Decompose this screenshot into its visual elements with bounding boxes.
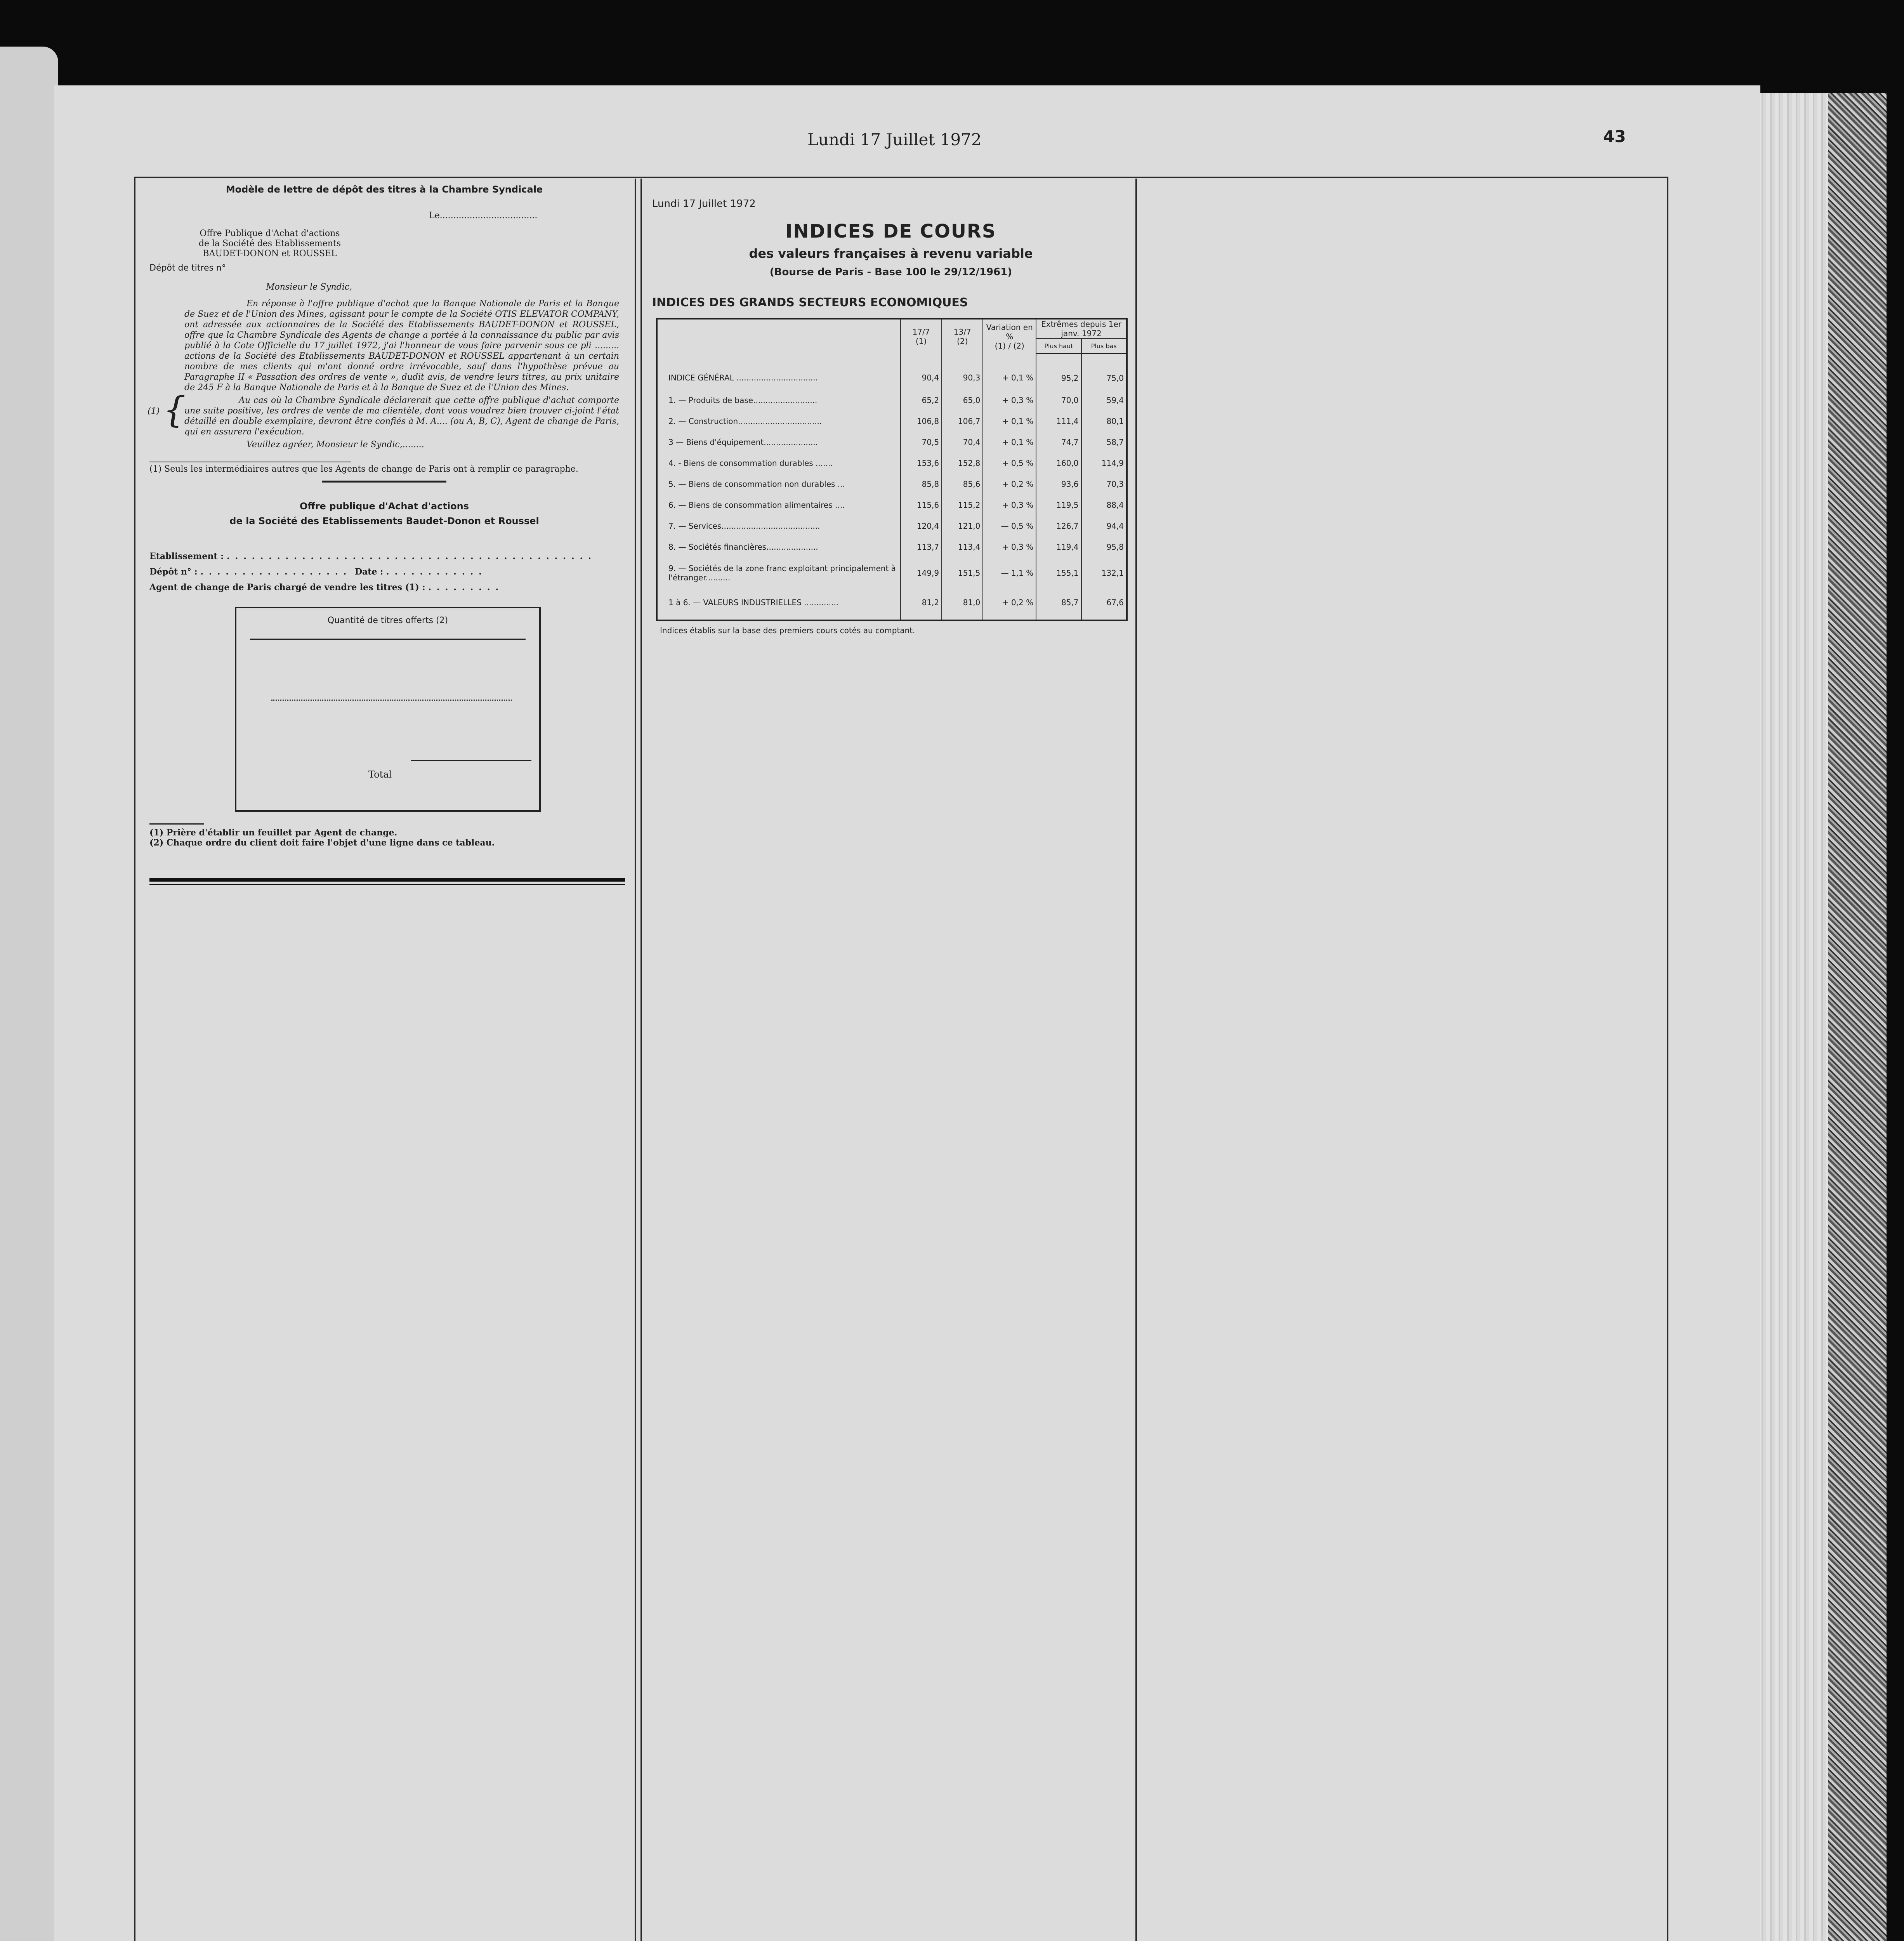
- row-label: INDICE GÉNÉRAL .................................: [668, 373, 818, 383]
- section-heading: INDICES DES GRANDS SECTEURS ECONOMIQUES: [652, 296, 968, 309]
- page-number: 43: [1603, 127, 1626, 146]
- plus-haut-value: 119,4: [1036, 536, 1081, 557]
- plus-bas-value: 59,4: [1081, 390, 1127, 411]
- closing-heavy-rule: [149, 878, 625, 882]
- footnote: (1) Seuls les intermédiaires autres que les Agents de change de Paris ont à remplir ce paragraphe.: [149, 464, 578, 474]
- offre-line: BAUDET-DONON et ROUSSEL: [203, 249, 337, 259]
- plus-haut-value: 95,2: [1036, 354, 1081, 390]
- letter-body: En réponse à l'offre publique d'achat que la Banque Nationale de Paris et la Banque de Suez et de l'Union des Mines, agissant pour le compte de la Société OTIS ELEVATOR COMPANY, ont adressée aux actionnaires de la Société des Etablissements BAUDET-DONON et ROUSSEL, offre que la Chambre Syndicale des Agents de change a portée à la connaissance du public par avis publié à la Cote Officielle du 17 juillet 1972, j'ai l'honneur de vous faire parvenir sous ce pli ......... actions de la Société des Etablissements BAUDET-DONON et ROUSSEL appartenant à un certain nombre de mes clients qui m'ont donné ordre irrévocable, sauf dans l'hypothèse prévue au Paragraphe II « Passation des ordres de vente », dudit avis, de vendre leurs titres, au prix unitaire de 245 F à la Banque Nationale de Paris et à la Banque de Suez et de l'Union des Mines.: [184, 299, 619, 392]
- depot-label: Dépôt n° :: [149, 567, 198, 577]
- note-marker: (1): [148, 406, 160, 416]
- previous-page-edge: [0, 47, 58, 1941]
- plus-haut-value: 126,7: [1036, 516, 1081, 536]
- agent-label: Agent de change de Paris chargé de vendre les titres (1) :: [149, 582, 425, 592]
- footnote-rule: [149, 823, 204, 825]
- value-13-7: 70,4: [942, 432, 983, 453]
- page-header: [54, 127, 1760, 165]
- plus-haut-value: 111,4: [1036, 411, 1081, 432]
- form-title-line: Offre publique d'Achat d'actions: [299, 501, 469, 512]
- table-row: [657, 453, 1127, 474]
- table-row: [657, 516, 1127, 536]
- plus-haut-value: 85,7: [1036, 589, 1081, 620]
- form-footnote: (2) Chaque ordre du client doit faire l'objet d'une ligne dans ce tableau.: [149, 838, 495, 848]
- plus-bas-value: 132,1: [1081, 557, 1127, 589]
- value-17-7: 90,4: [901, 354, 942, 390]
- table-row: [657, 432, 1127, 453]
- plus-bas-header: Plus bas: [1081, 339, 1127, 354]
- dot-leader: ............: [386, 567, 487, 577]
- variation-value: + 0,1 %: [983, 354, 1036, 390]
- value-13-7: 121,0: [942, 516, 983, 536]
- label-header: [657, 319, 901, 354]
- plus-bas-value: 114,9: [1081, 453, 1127, 474]
- quantity-box-title: Quantité de titres offerts (2): [327, 616, 448, 625]
- value-13-7: 106,7: [942, 411, 983, 432]
- row-label: 3 — Biens d'équipement......................: [668, 438, 818, 447]
- conditional-text: Au cas où la Chambre Syndicale déclarerait que cette offre publique d'achat comporte une suite positive, les ordres de vente de ma clientèle, dont vous voudrez bien trouver ci-joint l'état détaillé en double exemplaire, devront être confiés à M. A.... (ou A, B, C), Agent de change de Paris, qui en assurera l'exécution.: [184, 396, 619, 437]
- col-date: 17/7: [912, 327, 930, 337]
- value-13-7: 113,4: [942, 536, 983, 557]
- value-13-7: 85,6: [942, 474, 983, 495]
- form-footnote: (1) Prière d'établir un feuillet par Agent de change.: [149, 828, 397, 838]
- row-label: 2. — Construction..................................: [668, 417, 822, 426]
- offre-line: de la Société des Etablissements: [198, 239, 341, 248]
- value-17-7: 70,5: [901, 432, 942, 453]
- column-rule-right: [1135, 179, 1137, 1941]
- row-label: 7. — Services........................................: [668, 521, 820, 531]
- value-17-7: 120,4: [901, 516, 942, 536]
- table-row: [657, 474, 1127, 495]
- variation-value: — 0,5 %: [983, 516, 1036, 536]
- form-etablissement-line: [149, 549, 619, 564]
- row-label: 1 à 6. — VALEURS INDUSTRIELLES ..............: [668, 598, 839, 607]
- dot-leader: .........: [428, 582, 504, 592]
- row-label: 5. — Biens de consommation non durables ...: [668, 479, 845, 489]
- value-13-7: 115,2: [942, 495, 983, 516]
- plus-bas-value: 80,1: [1081, 411, 1127, 432]
- section-divider: [322, 481, 446, 483]
- variation-value: + 0,2 %: [983, 589, 1036, 620]
- variation-value: + 0,3 %: [983, 495, 1036, 516]
- row-label: 1. — Produits de base..........................: [668, 396, 817, 405]
- value-17-7: 153,6: [901, 453, 942, 474]
- dateline: Lundi 17 Juillet 1972: [652, 198, 756, 210]
- plus-haut-value: 160,0: [1036, 453, 1081, 474]
- brace-glyph: {: [163, 389, 186, 431]
- total-rule: [411, 760, 531, 761]
- table-note: Indices établis sur la base des premiers cours cotés au comptant.: [660, 626, 915, 635]
- plus-haut-value: 70,0: [1036, 390, 1081, 411]
- value-13-7: 65,0: [942, 390, 983, 411]
- column-rule-left: [635, 179, 636, 1941]
- plus-haut-value: 93,6: [1036, 474, 1081, 495]
- offre-reference: [184, 229, 355, 259]
- form-depot-line: [149, 564, 619, 580]
- col-note: (2): [957, 336, 968, 346]
- col-note: (1): [915, 336, 927, 346]
- total-label: Total: [368, 769, 392, 780]
- journal-page: [54, 85, 1760, 1941]
- indices-column: [652, 198, 1130, 635]
- variation-header: [983, 319, 1036, 354]
- indices-base-note: (Bourse de Paris - Base 100 le 29/12/1961): [769, 266, 1012, 278]
- variation-value: + 0,1 %: [983, 432, 1036, 453]
- letter-column: [149, 184, 619, 885]
- variation-value: + 0,2 %: [983, 474, 1036, 495]
- plus-bas-value: 75,0: [1081, 354, 1127, 390]
- plus-bas-value: 95,8: [1081, 536, 1127, 557]
- form-title: [149, 499, 619, 528]
- plus-haut-header: Plus haut: [1036, 339, 1081, 354]
- row-label: 9. — Sociétés de la zone franc exploitant principalement à l'étranger..........: [668, 564, 896, 582]
- value-13-7: 151,5: [942, 557, 983, 589]
- quantity-box-rule: [250, 639, 526, 640]
- form-agent-line: [149, 580, 619, 595]
- plus-bas-value: 67,6: [1081, 589, 1127, 620]
- plus-haut-value: 74,7: [1036, 432, 1081, 453]
- extremes-header: Extrêmes depuis 1er janv. 1972: [1036, 319, 1127, 339]
- indices-subtitle: des valeurs françaises à revenu variable: [749, 246, 1033, 261]
- value-17-7: 65,2: [901, 390, 942, 411]
- place-date-line: Le....................................: [429, 211, 538, 220]
- salutation: Monsieur le Syndic,: [266, 282, 352, 292]
- letter-title: Modèle de lettre de dépôt des titres à la Chambre Syndicale: [226, 184, 543, 195]
- value-13-7: 90,3: [942, 354, 983, 390]
- plus-bas-value: 70,3: [1081, 474, 1127, 495]
- running-title: Lundi 17 Juillet 1972: [807, 130, 982, 149]
- quantity-table-box: [235, 607, 541, 812]
- plus-bas-value: 88,4: [1081, 495, 1127, 516]
- col-date: 13/7: [953, 327, 971, 337]
- indices-title: INDICES DE COURS: [785, 220, 996, 242]
- value-17-7: 106,8: [901, 411, 942, 432]
- value-13-7: 81,0: [942, 589, 983, 620]
- marbled-edge: [1828, 93, 1887, 1941]
- offre-line: Offre Publique d'Achat d'actions: [200, 229, 340, 238]
- table-row: [657, 536, 1127, 557]
- variation-value: + 0,5 %: [983, 453, 1036, 474]
- column-rule-left-double: [640, 179, 642, 1941]
- value-17-7: 113,7: [901, 536, 942, 557]
- table-row: [657, 411, 1127, 432]
- table-row: [657, 557, 1127, 589]
- depot-number-line: Dépôt de titres n°: [149, 263, 226, 273]
- value-17-7: 81,2: [901, 589, 942, 620]
- plus-bas-value: 94,4: [1081, 516, 1127, 536]
- dot-leader: ..................: [200, 567, 352, 577]
- conditional-paragraph: [148, 389, 619, 437]
- table-row: [657, 354, 1127, 390]
- value-13-7: 152,8: [942, 453, 983, 474]
- table-row: [657, 589, 1127, 620]
- closing-thin-rule: [149, 884, 625, 885]
- row-label: 6. — Biens de consommation alimentaires ....: [668, 500, 845, 510]
- plus-haut-value: 119,5: [1036, 495, 1081, 516]
- variation-value: + 0,3 %: [983, 390, 1036, 411]
- variation-value: + 0,3 %: [983, 536, 1036, 557]
- value-17-7: 149,9: [901, 557, 942, 589]
- value-17-7: 85,8: [901, 474, 942, 495]
- indices-table: [656, 318, 1128, 621]
- plus-bas-value: 58,7: [1081, 432, 1127, 453]
- col-13-7-header: [942, 319, 983, 354]
- date-label: Date :: [354, 567, 384, 577]
- etablissement-label: Etablissement :: [149, 551, 224, 561]
- value-17-7: 115,6: [901, 495, 942, 516]
- table-row: [657, 495, 1127, 516]
- row-label: 4. - Biens de consommation durables .......: [668, 458, 833, 468]
- variation-value: + 0,1 %: [983, 411, 1036, 432]
- variation-value: — 1,1 %: [983, 557, 1036, 589]
- row-label: 8. — Sociétés financières.....................: [668, 542, 818, 552]
- table-row: [657, 390, 1127, 411]
- letter-closing: Veuillez agréer, Monsieur le Syndic,........: [246, 440, 424, 450]
- plus-haut-value: 155,1: [1036, 557, 1081, 589]
- variation-label: Variation en %: [986, 322, 1033, 341]
- form-title-line: de la Société des Etablissements Baudet-Donon et Roussel: [229, 516, 539, 526]
- variation-formula: (1) / (2): [995, 341, 1024, 351]
- col-17-7-header: [901, 319, 942, 354]
- quantity-dot-line: [271, 700, 512, 701]
- dot-leader: ............................................: [226, 551, 597, 561]
